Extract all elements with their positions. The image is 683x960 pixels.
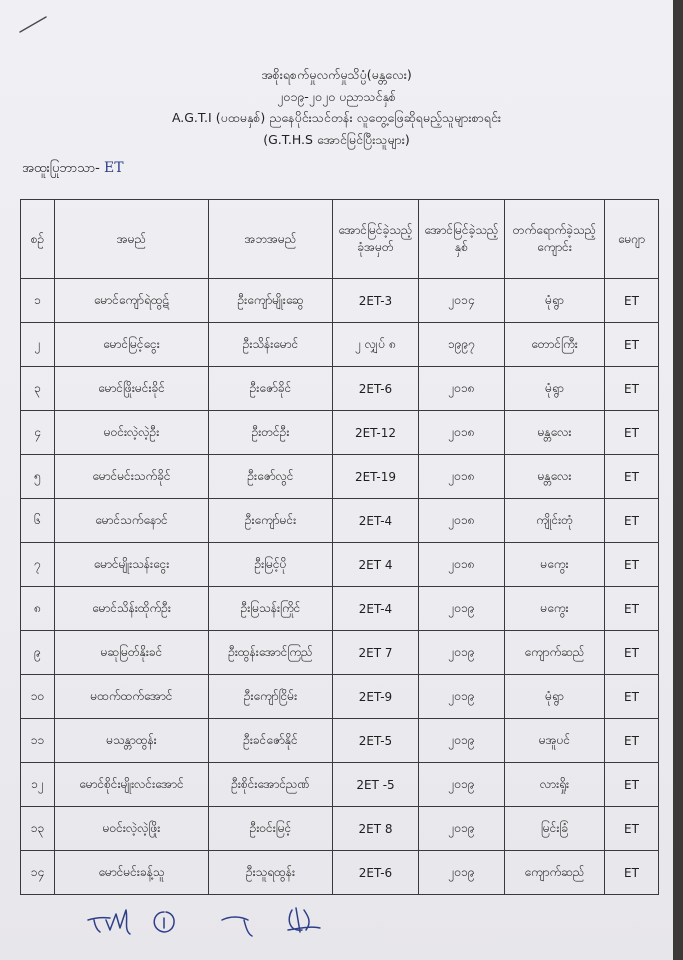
cell-serial-number: ၂: [21, 323, 55, 367]
cell-major: ET: [605, 675, 659, 719]
cell-major: ET: [605, 763, 659, 807]
department-line: [22, 160, 124, 179]
column-header-student-name: အမည်: [55, 200, 209, 279]
cell-school: မုံရွာ: [505, 367, 605, 411]
cell-pass-year: ၂၀၁၈: [419, 367, 505, 411]
table-header-row: [21, 200, 659, 279]
cell-school: မြင်းခြံ: [505, 807, 605, 851]
cell-serial-number: ၉: [21, 631, 55, 675]
cell-student-name: မောင်သိန်းထိုက်ဦး: [55, 587, 209, 631]
cell-father-name: ဦးမြသန်းကြိုင်: [209, 587, 333, 631]
table-row: [21, 279, 659, 323]
cell-student-name: မသန္တာထွန်း: [55, 719, 209, 763]
cell-seat-number: ၂ လျှပ် ၈: [333, 323, 419, 367]
cell-pass-year: ၂၀၁၉: [419, 587, 505, 631]
table-row: [21, 411, 659, 455]
department-label: အထူးပြုဘာသာ-: [22, 161, 100, 176]
cell-serial-number: ၆: [21, 499, 55, 543]
cell-student-name: မောင်စိုင်းမျိုးလင်းအောင်: [55, 763, 209, 807]
cell-major: ET: [605, 587, 659, 631]
cell-school: မုံရွာ: [505, 279, 605, 323]
cell-major: ET: [605, 411, 659, 455]
cell-serial-number: ၁၂: [21, 763, 55, 807]
column-header-pass-year: အောင်မြင်ခဲ့သည့် နှစ်: [419, 200, 505, 279]
table-row: [21, 807, 659, 851]
cell-school: မကွေး: [505, 587, 605, 631]
cell-father-name: ဦးသိန်းမောင်: [209, 323, 333, 367]
table-row: [21, 499, 659, 543]
table-body: [21, 279, 659, 895]
cell-major: ET: [605, 279, 659, 323]
table-row: [21, 587, 659, 631]
cell-major: ET: [605, 455, 659, 499]
table-row: [21, 631, 659, 675]
cell-school: လားရှိုး: [505, 763, 605, 807]
cell-school: မုံရွာ: [505, 675, 605, 719]
cell-major: ET: [605, 543, 659, 587]
cell-pass-year: ၂၀၁၈: [419, 455, 505, 499]
cell-seat-number: 2ET 4: [333, 543, 419, 587]
cell-serial-number: ၁၀: [21, 675, 55, 719]
table-row: [21, 367, 659, 411]
document-header: [0, 64, 673, 150]
cell-pass-year: ၂၀၁၄: [419, 279, 505, 323]
table-row: [21, 543, 659, 587]
cell-serial-number: ၈: [21, 587, 55, 631]
cell-student-name: မောင်မျိုးသန်းငွေး: [55, 543, 209, 587]
department-value: ET: [104, 160, 124, 176]
column-header-major: မေဂျာ: [605, 200, 659, 279]
cell-seat-number: 2ET-6: [333, 851, 419, 895]
cell-father-name: ဦးကျော်မျိုးဆွေ: [209, 279, 333, 323]
cell-student-name: မဝင်းလဲ့လဲ့ဖြိုး: [55, 807, 209, 851]
cell-student-name: မောင်ကျော်ရဲထွဋ်: [55, 279, 209, 323]
cell-serial-number: ၄: [21, 411, 55, 455]
cell-father-name: ဦးသူရထွန်း: [209, 851, 333, 895]
cell-father-name: ဦးကျော်ငြိမ်း: [209, 675, 333, 719]
cell-major: ET: [605, 851, 659, 895]
table-row: [21, 763, 659, 807]
cell-serial-number: ၁၃: [21, 807, 55, 851]
table-row: [21, 851, 659, 895]
cell-serial-number: ၇: [21, 543, 55, 587]
cell-pass-year: ၁၉၉၇: [419, 323, 505, 367]
cell-pass-year: ၂၀၁၉: [419, 763, 505, 807]
cell-father-name: ဦးကျော်မင်း: [209, 499, 333, 543]
cell-serial-number: ၁: [21, 279, 55, 323]
cell-school: မကွေး: [505, 543, 605, 587]
cell-father-name: ဦးတင်ဦး: [209, 411, 333, 455]
cell-major: ET: [605, 499, 659, 543]
cell-seat-number: 2ET-5: [333, 719, 419, 763]
cell-seat-number: 2ET -5: [333, 763, 419, 807]
cell-seat-number: 2ET-6: [333, 367, 419, 411]
cell-seat-number: 2ET-3: [333, 279, 419, 323]
cell-student-name: မဝင်းလဲ့လဲ့ဦး: [55, 411, 209, 455]
cell-seat-number: 2ET-9: [333, 675, 419, 719]
column-header-serial-number: စဉ်: [21, 200, 55, 279]
cell-student-name: မောင်မင်းခန့်သူ: [55, 851, 209, 895]
cell-pass-year: ၂၀၁၉: [419, 631, 505, 675]
cell-pass-year: ၂၀၁၉: [419, 851, 505, 895]
cell-seat-number: 2ET-19: [333, 455, 419, 499]
cell-school: မန္တလေး: [505, 411, 605, 455]
cell-student-name: မောင်သက်နောင်: [55, 499, 209, 543]
cell-serial-number: ၃: [21, 367, 55, 411]
cell-father-name: ဦးထွန်းအောင်ကြည်: [209, 631, 333, 675]
cell-student-name: မောင်မြင့်ငွေး: [55, 323, 209, 367]
cell-school: မန္တလေး: [505, 455, 605, 499]
cell-pass-year: ၂၀၁၉: [419, 807, 505, 851]
cell-pass-year: ၂၀၁၈: [419, 499, 505, 543]
cell-major: ET: [605, 631, 659, 675]
handwritten-signatures-icon: [80, 900, 340, 944]
cell-major: ET: [605, 807, 659, 851]
cell-school: မအူပင်: [505, 719, 605, 763]
pen-stroke-icon: [18, 14, 48, 34]
eligibility-note: (G.T.H.S အောင်မြင်ပြီးသူများ): [263, 131, 410, 147]
cell-pass-year: ၂၀၁၉: [419, 675, 505, 719]
column-header-seat-number: အောင်မြင်ခဲ့သည့် ခုံအမှတ်: [333, 200, 419, 279]
candidate-table: [20, 199, 659, 895]
table-row: [21, 323, 659, 367]
cell-seat-number: 2ET-4: [333, 499, 419, 543]
cell-seat-number: 2ET 7: [333, 631, 419, 675]
cell-seat-number: 2ET 8: [333, 807, 419, 851]
cell-major: ET: [605, 719, 659, 763]
cell-serial-number: ၁၄: [21, 851, 55, 895]
cell-seat-number: 2ET-12: [333, 411, 419, 455]
cell-student-name: မောင်မင်းသက်ခိုင်: [55, 455, 209, 499]
column-header-school: တက်ရောက်ခဲ့သည့်ကျောင်း: [505, 200, 605, 279]
cell-pass-year: ၂၀၁၉: [419, 719, 505, 763]
cell-father-name: ဦးဇော်ခိုင်: [209, 367, 333, 411]
cell-school: ကျောက်ဆည်: [505, 631, 605, 675]
cell-father-name: ဦးဇော်လွင်: [209, 455, 333, 499]
cell-father-name: ဦးမြင့်ပို: [209, 543, 333, 587]
course-title: A.G.T.I (ပထမနှစ်) ညနေပိုင်းသင်တန်း လူတွေ့ဖြေဆိုရမည့်သူများစာရင်း: [171, 110, 502, 125]
cell-pass-year: ၂၀၁၈: [419, 411, 505, 455]
institute-title: အစိုးရစက်မှုလက်မှုသိပ္ပံ(မန္တလေး): [261, 67, 412, 82]
cell-student-name: မဆုမြတ်နိုးခင်: [55, 631, 209, 675]
cell-father-name: ဦးစိုင်းအောင်ညဏ်: [209, 763, 333, 807]
table-row: [21, 719, 659, 763]
cell-serial-number: ၁၁: [21, 719, 55, 763]
table-row: [21, 675, 659, 719]
cell-seat-number: 2ET-4: [333, 587, 419, 631]
cell-school: တောင်ကြီး: [505, 323, 605, 367]
cell-school: ကျောက်ဆည်: [505, 851, 605, 895]
cell-father-name: ဦးခင်ဇော်နိုင်: [209, 719, 333, 763]
table-row: [21, 455, 659, 499]
cell-father-name: ဦးဝင်းမြင့်: [209, 807, 333, 851]
cell-student-name: မထက်ထက်အောင်: [55, 675, 209, 719]
cell-serial-number: ၅: [21, 455, 55, 499]
cell-major: ET: [605, 323, 659, 367]
cell-major: ET: [605, 367, 659, 411]
academic-year: ၂၀၁၉-၂၀၂၀ ပညာသင်နှစ်: [277, 88, 396, 104]
cell-school: ကျိုင်းတုံ: [505, 499, 605, 543]
column-header-father-name: အဘအမည်: [209, 200, 333, 279]
cell-student-name: မောင်ဖြိုးမင်းခိုင်: [55, 367, 209, 411]
cell-pass-year: ၂၀၁၈: [419, 543, 505, 587]
